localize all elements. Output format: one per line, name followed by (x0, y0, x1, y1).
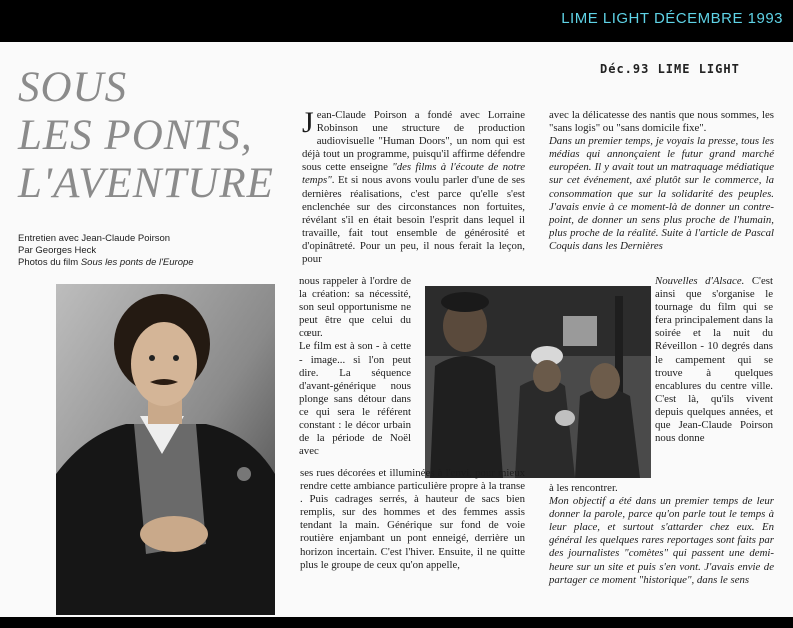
article-column-1-bottom (300, 467, 525, 572)
bottom-bar (0, 617, 793, 628)
headline-line-3: L'AVENTURE (18, 160, 274, 207)
column-2-paragraph-1: avec la délicatesse des nantis que nous sommes, les "sans logis" ou "sans domicile fixe". (549, 109, 774, 135)
column-1-paragraph-3: Le film est à son - à cette - image... si l'on peut dire. La séquence d'avant-générique nous plonge sans détour dans ce qui sera le référent constant : le décor urbain de la période de Noël avec (299, 340, 411, 458)
portrait-photo (56, 284, 275, 615)
column-1-paragraph-1: Jean-Claude Poirson a fondé avec Lorraine Robinson une structure de production audiovisuelle "Human Doors", un nom qui est déjà tout un programme, puisqu'il affirme défendre sous cette enseigne "des films à l'écoute de notre temps". Et si nous avons voulu parler d'une de ses dernières réalisations, c'est parce qu'elle s'est enclenchée sur des circonstances non fortuites, révélant s'il en était besoin l'esprit dans lequel il travaille, fait tout ensemble de générosité et d'opinâtreté. Pour un peu, il nous ferait la leçon, pour (302, 106, 525, 266)
headline-line-1: SOUS (18, 64, 128, 111)
credit-author: Par Georges Heck (18, 245, 97, 256)
article-column-2 (549, 109, 774, 253)
article-column-2-narrow (655, 275, 773, 445)
article-column-2-bottom (549, 482, 774, 587)
column-1-paragraph-2: nous rappeler à l'ordre de la création: sa nécessité, son seul opportunisme ne peut être que celui du cœur. (299, 275, 411, 340)
credit-photos: Photos du film Sous les ponts de l'Europe (18, 257, 194, 268)
headline-line-2: LES PONTS, (18, 112, 253, 159)
column-2-paragraph-4: à les rencontrer. (549, 482, 618, 494)
column-2-paragraph-2: Dans un premier temps, je voyais la presse, tous les médias qui annonçaient le futur grand marché européen. Il y avait tout un matraquage médiatique sur cet événement, axé plutôt sur le commerce, la consommation que sur la solidarité des peuples. J'avais envie à ce moment-là de donner un contre-point, de donner un sens plus proche de l'humain, plus proche de la réalité. Suite à l'article de Pascal Coquis dans les Dernières (549, 135, 774, 252)
article-headline (18, 64, 274, 208)
drop-cap: J (302, 106, 314, 139)
column-2-paragraph-5: Mon objectif a été dans un premier temps de leur donner la parole, parce qu'on parle tout le temps à leur place, et surtout s'attarder chez eux. En général les quelques rares reportages sont faits par des journalistes "comètes" qui passent une demi-heure sur un site et puis s'en vont. J'avais envie de partager ce moment "historique", dans le sens (549, 495, 774, 586)
article-column-1-narrow (299, 275, 411, 458)
film-title: Sous les ponts de l'Europe (80, 257, 194, 268)
article-page (0, 42, 793, 617)
column-1-paragraph-4: ses rues décorées et illuminées à l'envi, pour mieux rendre cette ambiance particulière propre à la transe . Puis cadrages serrés, à hauteur de sacs bien remplis, sur des hommes et des femmes assis tendant la main. Générique sur fond de voie routière enjambant un pont enneigé, derrière un horizon incertain. C'est l'hiver. Ensuite, il ne quitte plus le groupe de ceux qu'on appelle, (300, 467, 525, 571)
article-credits (18, 233, 194, 269)
article-column-1 (302, 106, 525, 266)
campement-photo-graphic (425, 286, 651, 478)
credit-interview: Entretien avec Jean-Claude Poirson (18, 233, 171, 244)
column-2-paragraph-3: Nouvelles d'Alsace. C'est ainsi que s'organise le tournage du film qui se fera principalement dans la soirée et la nuit du Réveillon - 10 degrés dans le campement qui se trouve à quelques encablures du centre ville. C'est là, qu'ils vivent depuis quelques années, et que Jean-Claude Poirson nous donne (655, 275, 773, 445)
top-bar (0, 0, 793, 42)
magazine-header-title: LIME LIGHT DÉCEMBRE 1993 (561, 10, 783, 27)
portrait-photo-graphic (56, 284, 275, 615)
campement-photo (425, 286, 651, 478)
handwritten-date-stamp: Déc.93 LIME LIGHT (600, 62, 740, 76)
